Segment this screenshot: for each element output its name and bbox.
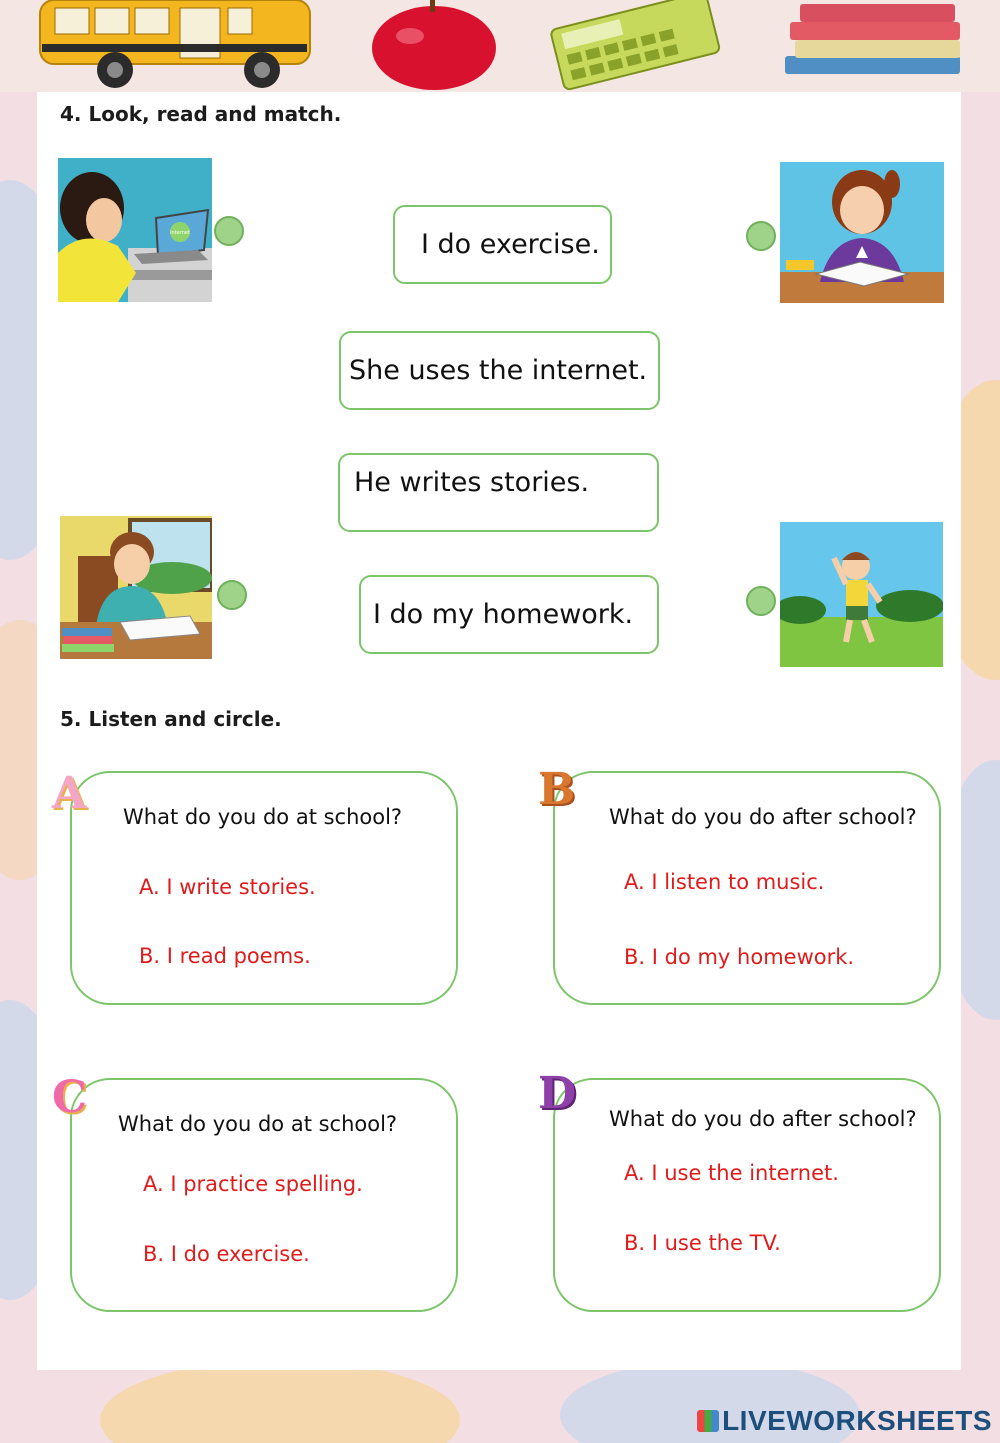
logo-text: LIVEWORKSHEETS (722, 1405, 992, 1436)
option-b[interactable]: B. I read poems. (139, 944, 311, 968)
question-text: What do you do at school? (123, 805, 403, 829)
letter-badge-a: A (52, 768, 87, 819)
sentence-text: I do my homework. (373, 599, 634, 630)
letter-badge-c: C (52, 1072, 88, 1123)
sentence-text: He writes stories. (354, 467, 590, 498)
books-stack-icon (785, 4, 960, 74)
picture-girl-reading (780, 162, 944, 303)
match-dot-2[interactable] (746, 221, 776, 251)
option-b[interactable]: B. I do exercise. (143, 1242, 310, 1266)
option-a[interactable]: A. I write stories. (139, 875, 316, 899)
letter-badge-d: D (538, 1068, 577, 1119)
option-b[interactable]: B. I use the TV. (624, 1231, 781, 1255)
match-dot-4[interactable] (746, 586, 776, 616)
match-dot-1[interactable] (214, 216, 244, 246)
school-bus-icon (40, 0, 310, 88)
sentence-box-2[interactable] (339, 331, 660, 410)
school-items-illustration (0, 0, 1000, 92)
picture-boy-writing (60, 516, 212, 659)
sentence-text: I do exercise. (421, 229, 600, 260)
sentence-box-4[interactable] (359, 575, 659, 654)
picture-girl-laptop (58, 158, 212, 302)
question-text: What do you do at school? (118, 1112, 398, 1136)
picture-boy-exercising (780, 522, 943, 667)
sentence-box-3[interactable] (338, 453, 659, 532)
liveworksheets-logo[interactable] (697, 1405, 992, 1437)
match-dot-3[interactable] (217, 580, 247, 610)
question-text: What do you do after school? (609, 805, 917, 829)
option-a[interactable]: A. I listen to music. (624, 870, 825, 894)
sentence-text: She uses the internet. (349, 355, 648, 386)
sentence-box-1[interactable] (393, 205, 612, 284)
header-decoration (0, 0, 1000, 92)
logo-grid-icon (697, 1410, 719, 1432)
apple-icon (372, 0, 496, 90)
section-5-title: 5. Listen and circle. (60, 707, 282, 731)
section-4-title: 4. Look, read and match. (60, 102, 342, 126)
option-a[interactable]: A. I use the internet. (624, 1161, 839, 1185)
laptop-screen-text: Internet (170, 230, 190, 236)
question-text: What do you do after school? (609, 1107, 917, 1131)
bg-blob (100, 1360, 460, 1443)
letter-badge-b: B (538, 764, 576, 815)
option-a[interactable]: A. I practice spelling. (143, 1172, 363, 1196)
calculator-icon (550, 0, 720, 90)
option-b[interactable]: B. I do my homework. (624, 945, 855, 969)
